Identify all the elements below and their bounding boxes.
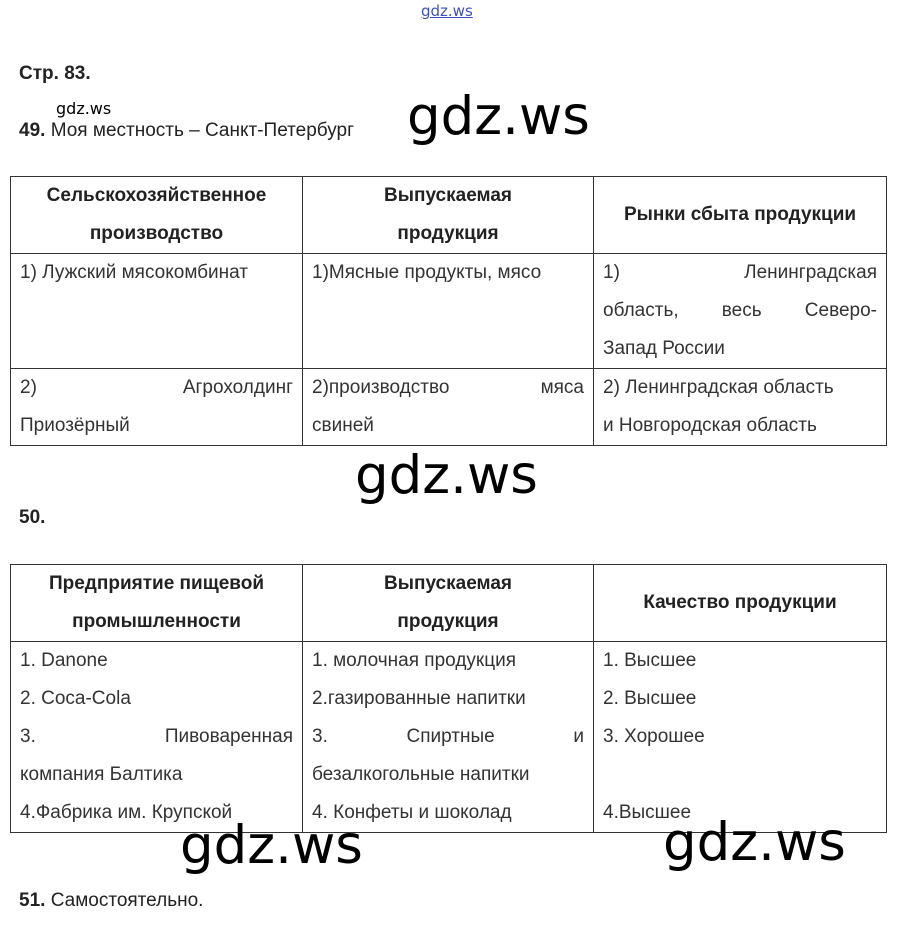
page-number: Стр. 83. bbox=[19, 63, 91, 84]
table-cell bbox=[594, 369, 887, 446]
table-cell bbox=[303, 642, 594, 833]
header-line: продукция bbox=[397, 223, 499, 244]
cell-line: 1) Ленинградская bbox=[603, 262, 877, 283]
cell-line: 3. Хорошее bbox=[603, 726, 705, 747]
header-line: Качество продукции bbox=[643, 592, 837, 613]
header-cell bbox=[594, 565, 887, 642]
cell-line: 3. Пивоваренная bbox=[20, 726, 293, 747]
watermark-large: gdz.ws bbox=[407, 86, 590, 147]
task-49-heading bbox=[19, 120, 354, 142]
header-line: Сельскохозяйственное bbox=[46, 185, 267, 206]
table-header-row bbox=[11, 177, 887, 254]
header-cell bbox=[303, 177, 594, 254]
table-row bbox=[11, 369, 887, 446]
cell-line: 2. Высшее bbox=[603, 688, 697, 709]
cell-line: безалкогольные напитки bbox=[312, 764, 530, 785]
task-51-number: 51. bbox=[19, 890, 46, 911]
header-line: продукция bbox=[397, 611, 499, 632]
cell-line: 2) Агрохолдинг bbox=[20, 377, 293, 398]
table-cell bbox=[303, 254, 594, 369]
header-cell bbox=[11, 565, 303, 642]
cell-line: 2) Ленинградская область bbox=[603, 377, 834, 398]
task-49-text: Моя местность – Санкт-Петербург bbox=[50, 120, 355, 141]
header-cell bbox=[11, 177, 303, 254]
header-cell bbox=[594, 177, 887, 254]
task-50-number: 50. bbox=[19, 507, 46, 528]
watermark-small: gdz.ws bbox=[56, 99, 112, 118]
cell-line: компания Балтика bbox=[20, 764, 183, 785]
cell-line: 4.Высшее bbox=[603, 802, 692, 823]
watermark-large: gdz.ws bbox=[663, 812, 846, 873]
cell-line: Запад России bbox=[603, 338, 725, 359]
cell-line: 2. Coca-Cola bbox=[20, 688, 131, 709]
task-51-heading bbox=[19, 890, 203, 912]
task-51-text: Самостоятельно. bbox=[50, 890, 204, 911]
table-row bbox=[11, 254, 887, 369]
cell-line: 1)Мясные продукты, мясо bbox=[312, 262, 542, 283]
header-line: промышленности bbox=[72, 611, 241, 632]
watermark-large: gdz.ws bbox=[180, 815, 363, 876]
cell-line: и Новгородская область bbox=[603, 415, 817, 436]
cell-line bbox=[603, 756, 877, 794]
table-cell bbox=[11, 254, 303, 369]
table-cell bbox=[594, 642, 887, 833]
header-cell bbox=[303, 565, 594, 642]
task-49-number: 49. bbox=[19, 120, 46, 141]
cell-line: 3. Спиртные и bbox=[312, 726, 584, 747]
table-task-50 bbox=[10, 564, 887, 833]
task-50-heading bbox=[19, 507, 45, 529]
cell-line: 1) Лужский мясокомбинат bbox=[20, 262, 249, 283]
cell-line: свиней bbox=[312, 415, 374, 436]
table-cell bbox=[594, 254, 887, 369]
cell-line: 1. Высшее bbox=[603, 650, 697, 671]
table-cell bbox=[11, 369, 303, 446]
table-header-row bbox=[11, 565, 887, 642]
watermark-link-top[interactable]: gdz.ws bbox=[421, 2, 473, 20]
cell-line: область, весь Северо- bbox=[603, 300, 877, 321]
header-line: производство bbox=[89, 223, 224, 244]
header-line: Предприятие пищевой bbox=[48, 573, 265, 594]
cell-line: 2.газированные напитки bbox=[312, 688, 526, 709]
table-row bbox=[11, 642, 887, 833]
cell-line: 2)производство мяса bbox=[312, 377, 584, 398]
header-line: Выпускаемая bbox=[384, 185, 512, 206]
watermark-large: gdz.ws bbox=[355, 445, 538, 506]
cell-line: 1. молочная продукция bbox=[312, 650, 516, 671]
cell-line: 1. Danone bbox=[20, 650, 108, 671]
cell-line: 4.Фабрика им. Крупской bbox=[20, 802, 233, 823]
cell-line: Приозёрный bbox=[20, 415, 130, 436]
table-task-49 bbox=[10, 176, 887, 446]
header-line: Рынки сбыта продукции bbox=[623, 204, 857, 225]
header-line: Выпускаемая bbox=[384, 573, 512, 594]
table-cell bbox=[303, 369, 594, 446]
cell-line: 4. Конфеты и шоколад bbox=[312, 802, 512, 823]
table-cell bbox=[11, 642, 303, 833]
